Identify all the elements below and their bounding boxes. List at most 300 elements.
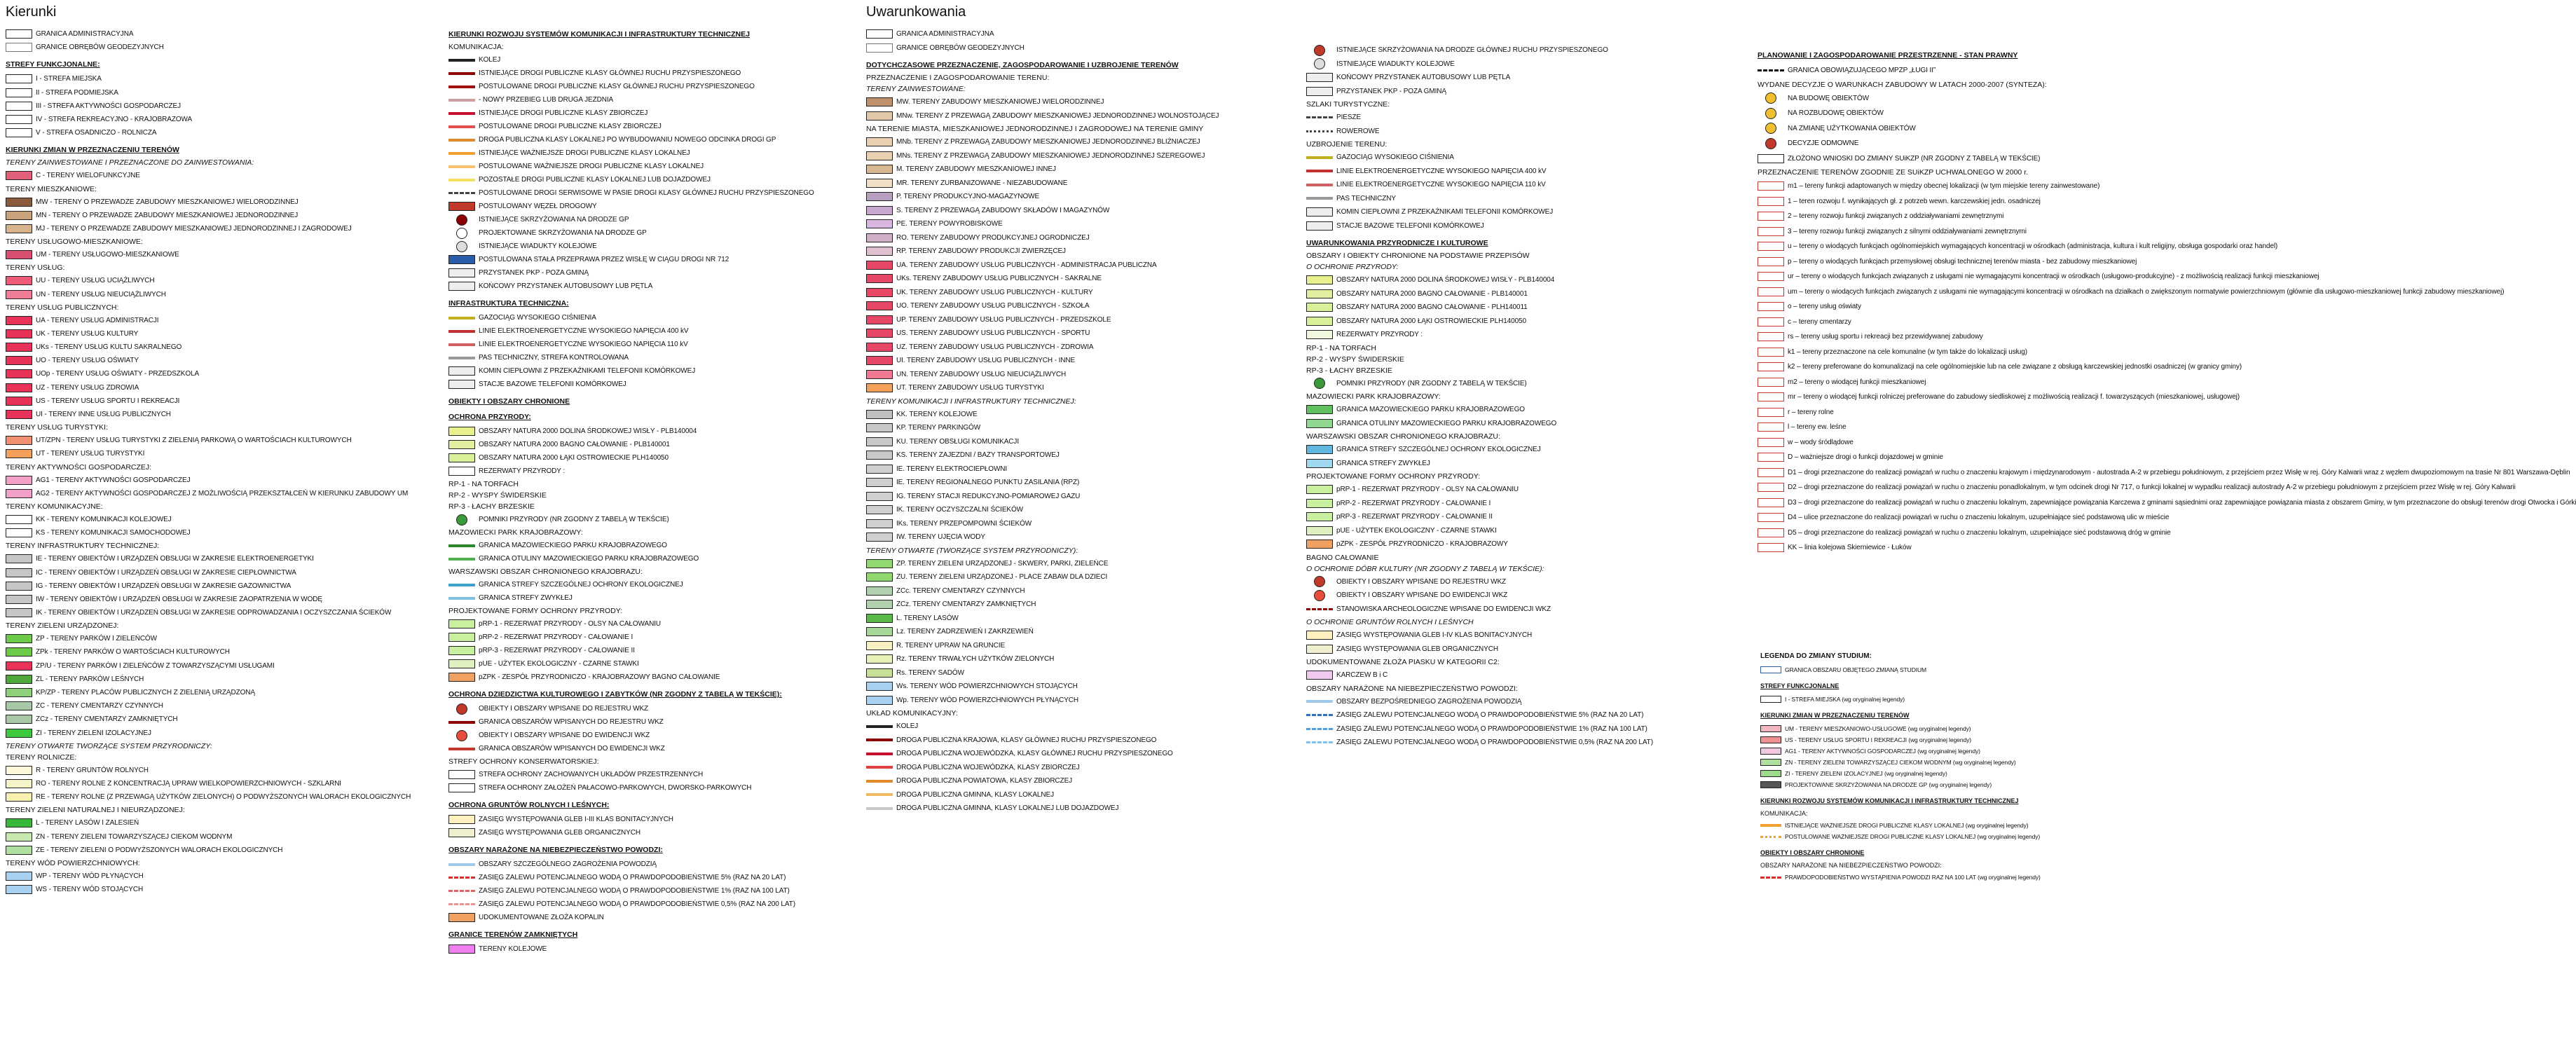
legend-item	[1306, 125, 1727, 139]
legend-label: D4 – ulice przeznaczone do realizacji powiązań w ruchu o znaczeniu lokalnym, uzupełniające sieć podstawową ulic w mieście	[1788, 514, 2170, 522]
legend-label: S. TERENY Z PRZEWAGĄ ZABUDOWY SKŁADÓW I MAGAZYNÓW	[896, 206, 1110, 214]
legend-caption: RP-1 - NA TORFACH	[1306, 343, 1376, 352]
legend-swatch	[1758, 392, 1784, 401]
legend-caption: TERENY USŁUG TURYSTYKI:	[6, 423, 108, 432]
legend-symbol-icon	[456, 514, 467, 525]
section-heading: UWARUNKOWANIA PRZYRODNICZE I KULTUROWE	[1306, 239, 1488, 247]
legend-swatch	[448, 863, 475, 866]
legend-label: IK. TERENY OCZYSZCZALNI ŚCIEKÓW	[896, 506, 1024, 514]
legend-label: PROJEKTOWANE SKRZYŻOWANIA NA DRODZE GP (wg oryginalnej legendy)	[1785, 781, 1992, 788]
legend-swatch	[1758, 468, 1784, 477]
legend-swatch	[6, 582, 32, 591]
legend-swatch	[1306, 608, 1333, 610]
legend-caption: KOMUNIKACJA:	[1760, 810, 1808, 817]
legend-swatch	[1760, 759, 1781, 766]
legend-item	[1306, 643, 1727, 657]
legend-label: ZŁOŻONO WNIOSKI DO ZMIANY SUiKZP (NR ZGODNY Z TABELĄ W TEKŚCIE)	[1788, 154, 2041, 163]
column-title: Uwarunkowania	[866, 4, 966, 20]
legend-swatch	[866, 423, 893, 432]
legend-item	[6, 99, 419, 113]
legend-item	[6, 274, 419, 287]
legend-label: OBIEKTY I OBSZARY WPISANE DO EWIDENCJI WKZ	[479, 731, 650, 739]
legend-item	[1306, 695, 1727, 709]
legend-swatch	[866, 641, 893, 650]
legend-swatch	[866, 151, 893, 160]
legend-label: UKs - TERENY USŁUG KULTU SAKRALNEGO	[36, 343, 182, 352]
legend-item	[866, 95, 1287, 109]
legend-swatch	[1760, 696, 1781, 703]
legend-item	[6, 381, 419, 394]
legend-label: UT/ZPN - TERENY USŁUG TURYSTYKI Z ZIELENIĄ PARKOWĄ O WARTOŚCIACH KULTUROWYCH	[36, 437, 352, 445]
legend-swatch	[6, 885, 32, 894]
legend-label: DROGA PUBLICZNA KLASY LOKALNEJ PO WYBUDOWANIU NOWEGO ODCINKA DROGI GP	[479, 136, 776, 144]
legend-item	[448, 173, 841, 186]
legend-swatch	[1306, 631, 1333, 640]
legend-label: DECYZJE ODMOWNE	[1788, 139, 1859, 148]
legend-swatch	[6, 343, 32, 352]
legend-swatch	[6, 661, 32, 671]
legend-item	[1758, 540, 2318, 556]
legend-item	[1760, 757, 2055, 768]
legend-label: pRP-2 - REZERWAT PRZYRODY - CAŁOWANIE I	[1336, 499, 1491, 507]
legend-label: OBSZARY NATURA 2000 DOLINA ŚRODKOWEJ WISŁY - PLB140004	[479, 427, 697, 435]
legend-swatch	[866, 738, 893, 741]
legend-swatch	[6, 329, 32, 338]
legend-label: KARCZEW B i C	[1336, 671, 1388, 680]
legend-swatch	[866, 492, 893, 501]
legend-label: LINIE ELEKTROENERGETYCZNE WYSOKIEGO NAPIĘCIA 400 kV	[479, 327, 689, 335]
legend-item	[1758, 284, 2505, 300]
legend-caption: WARSZAWSKI OBSZAR CHRONIONEGO KRAJOBRAZU:	[448, 568, 643, 576]
legend-swatch	[448, 59, 475, 62]
legend-label: UZ. TERENY ZABUDOWY USŁUG PUBLICZNYCH - ZDROWIA	[896, 343, 1094, 351]
legend-swatch	[1306, 741, 1333, 743]
legend-item	[866, 245, 1287, 259]
legend-swatch	[1306, 459, 1333, 468]
legend-caption: UDOKUMENTOWANE ZŁOŻA PIASKU W KATEGORII C2:	[1306, 658, 1500, 666]
legend-swatch	[1758, 197, 1784, 206]
legend-swatch	[6, 766, 32, 775]
legend-swatch	[866, 478, 893, 487]
legend-column-kierunki	[6, 0, 419, 896]
legend-item	[448, 226, 841, 240]
legend-item	[1760, 746, 2055, 757]
legend-item	[1306, 165, 1727, 179]
legend-label: UM - TERENY USŁUGOWO-MIESZKANIOWE	[36, 251, 179, 259]
subsection-heading: TERENY OTWARTE (TWORZĄCE SYSTEM PRZYRODNICZY):	[866, 546, 1078, 555]
legend-label: POMNIKI PRZYRODY (NR ZGODNY Z TABELĄ W TEKŚCIE)	[1336, 379, 1527, 387]
legend-swatch	[1758, 483, 1784, 492]
legend-item	[6, 883, 419, 896]
legend-swatch	[1758, 227, 1784, 236]
legend-label: ISTNIEJĄCE SKRZYŻOWANIA NA DRODZE GP	[479, 216, 629, 224]
legend-swatch	[448, 366, 475, 376]
legend-item	[6, 248, 419, 261]
legend-item	[866, 435, 1287, 449]
legend-label: UT - TERENY USŁUG TURYSTYKI	[36, 450, 145, 458]
legend-swatch	[1758, 69, 1784, 71]
legend-swatch	[448, 440, 475, 449]
legend-swatch	[6, 410, 32, 419]
legend-swatch	[448, 877, 475, 879]
legend-swatch	[6, 224, 32, 233]
legend-item	[448, 781, 841, 795]
legend-swatch	[866, 370, 893, 379]
legend-swatch	[6, 369, 32, 378]
legend-item	[448, 80, 841, 93]
legend-item	[448, 513, 841, 526]
legend-item	[448, 200, 841, 213]
legend-symbol-icon	[1314, 590, 1325, 601]
legend-swatch	[6, 171, 32, 180]
legend-label: MN - TERENY O PRZEWADZE ZABUDOWY MIESZKANIOWEJ JEDNORODZINNEJ	[36, 211, 299, 219]
legend-item	[6, 816, 419, 830]
legend-label: UDOKUMENTOWANE ZŁOŻA KOPALIN	[479, 914, 604, 921]
legend-label: IW. TERENY UJĘCIA WODY	[896, 533, 985, 542]
legend-item	[866, 720, 1287, 734]
legend-item	[866, 570, 1287, 584]
column-title: Kierunki	[6, 4, 57, 20]
legend-item	[866, 177, 1287, 191]
legend-item	[6, 169, 419, 182]
legend-swatch	[6, 701, 32, 710]
legend-label: KOMIN CIEPŁOWNI Z PRZEKAŹNIKAMI TELEFONII KOMÓRKOWEJ	[479, 367, 696, 375]
legend-swatch	[866, 654, 893, 664]
legend-item	[866, 354, 1287, 368]
legend-swatch	[448, 770, 475, 779]
legend-label: KP/ZP - TERENY PLACÓW PUBLICZNYCH Z ZIELENIĄ URZĄDZONĄ	[36, 689, 255, 697]
legend-swatch	[1758, 378, 1784, 387]
legend-swatch	[1306, 184, 1333, 186]
legend-item	[1306, 57, 1727, 71]
legend-item	[6, 699, 419, 713]
legend-swatch	[1306, 87, 1333, 96]
legend-swatch	[6, 647, 32, 657]
legend-item	[6, 632, 419, 645]
legend-swatch	[1760, 725, 1781, 732]
legend-label: AG2 - TERENY AKTYWNOŚCI GOSPODARCZEJ Z MOŻLIWOŚCIĄ PRZEKSZTAŁCEŃ W KIERUNKU ZABUDOWY UM	[36, 489, 409, 497]
legend-swatch	[448, 152, 475, 155]
section-heading: KIERUNKI ROZWOJU SYSTEMÓW KOMUNIKACJI I INFRASTRUKTURY TECHNICZNEJ	[1760, 797, 2019, 804]
legend-label: POSTULOWANE WAŻNIEJSZE DROGI PUBLICZNE KLASY LOKALNEJ	[479, 163, 704, 170]
legend-item	[448, 133, 841, 146]
legend-item	[448, 213, 841, 226]
legend-swatch	[448, 357, 475, 359]
legend-caption: PRZEZNACZENIE TERENÓW ZGODNIE ZE SUiKZP UCHWALONEGO W 2000 r.	[1758, 168, 2029, 177]
legend-label: STANOWISKA ARCHEOLOGICZNE WPISANE DO EWIDENCJI WKZ	[1336, 605, 1551, 613]
legend-label: IE - TERENY OBIEKTÓW I URZĄDZEŃ OBSŁUGI W ZAKRESIE ELEKTROENERGETYKI	[36, 555, 314, 563]
legend-label: GRANICE OBRĘBÓW GEODEZYJNYCH	[896, 43, 1025, 52]
legend-item	[1760, 831, 2055, 842]
legend-label: DROGA PUBLICZNA GMINNA, KLASY LOKALNEJ	[896, 790, 1054, 799]
legend-label: OBSZARY NATURA 2000 ŁĄKI OSTROWIECKIE PLH140050	[479, 454, 669, 462]
legend-item	[6, 394, 419, 408]
legend-item	[866, 584, 1287, 598]
legend-label: Rs. TERENY SADÓW	[896, 668, 964, 677]
legend-swatch	[6, 715, 32, 724]
legend-item	[1306, 85, 1727, 99]
legend-item	[1758, 269, 2318, 284]
legend-item	[448, 378, 841, 391]
legend-label: MW. TERENY ZABUDOWY MIESZKANIOWEJ WIELORODZINNEJ	[896, 98, 1104, 107]
legend-swatch	[1306, 116, 1333, 118]
legend-symbol-icon	[1765, 123, 1776, 134]
legend-item	[6, 408, 419, 421]
legend-label: ISTNIEJĄCE WIADUKTY KOLEJOWE	[479, 242, 597, 250]
legend-swatch	[1758, 543, 1784, 552]
legend-swatch	[448, 125, 475, 128]
legend-label: UM - TERENY MIESZKANIOWO-USŁUGOWE (wg oryginalnej legendy)	[1785, 725, 1971, 732]
legend-label: POSTULOWANY WĘZEŁ DROGOWY	[479, 202, 597, 210]
legend-item	[1760, 734, 2055, 746]
legend-label: RE - TERENY ROLNE (Z PRZEWAGĄ UŻYTKÓW ZIELONYCH) O PODWYŻSZONYCH WALORACH EKOLOGICZNYCH	[36, 793, 411, 802]
legend-swatch	[866, 465, 893, 474]
legend-item	[6, 830, 419, 843]
legend-swatch	[1758, 287, 1784, 296]
legend-item	[1758, 239, 2318, 254]
legend-label: RO. TERENY ZABUDOWY PRODUKCYJNEJ OGRODNICZEJ	[896, 233, 1090, 242]
section-heading: INFRASTRUKTURA TECHNICZNA:	[448, 299, 569, 308]
legend-label: ZN - TERENY ZIELENI TOWARZYSZĄCEJ CIEKOM WODNYM	[36, 832, 233, 841]
legend-swatch	[448, 139, 475, 142]
legend-swatch	[1306, 540, 1333, 549]
legend-item	[448, 67, 841, 80]
legend-item	[1758, 151, 2318, 167]
legend-label: US - TERENY USŁUG SPORTU I REKREACJI (wg oryginalnej legendy)	[1785, 736, 1971, 743]
legend-label: KOŃCOWY PRZYSTANEK AUTOBUSOWY LUB PĘTLA	[1336, 74, 1511, 82]
legend-label: ZI - TERENY ZIELENI IZOLACYJNEJ (wg oryginalnej legendy)	[1785, 770, 1947, 777]
legend-symbol-icon	[456, 214, 467, 226]
legend-label: IE. TERENY ELEKTROCIEPŁOWNI	[896, 465, 1008, 473]
legend-column-infrastructure	[448, 24, 841, 956]
legend-swatch	[1306, 405, 1333, 414]
legend-caption: TERENY ZIELENI NATURALNEJ I NIEURZĄDZONEJ:	[6, 806, 185, 815]
legend-swatch	[866, 43, 893, 53]
legend-swatch	[6, 397, 32, 406]
legend-label: ZCz - TERENY CMENTARZY ZAMKNIĘTYCH	[36, 715, 178, 724]
legend-swatch	[6, 608, 32, 617]
legend-label: pUE - UŻYTEK EKOLOGICZNY - CZARNE STAWKI	[479, 660, 639, 668]
legend-label: DROGA PUBLICZNA GMINNA, KLASY LOKALNEJ LUB DOJAZDOWEJ	[896, 804, 1119, 813]
legend-label: ISTNIEJĄCE DROGI PUBLICZNE KLASY ZBIORCZEJ	[479, 109, 648, 117]
legend-caption: BAGNO CAŁOWANIE	[1306, 553, 1379, 562]
legend-item	[6, 341, 419, 354]
legend-label: OBSZARY NATURA 2000 BAGNO CAŁOWANIE - PLB140001	[1336, 289, 1528, 298]
legend-label: 2 – tereny rozwoju funkcji związanych z oddziaływaniami zewnętrznymi	[1788, 212, 2004, 221]
legend-swatch	[1306, 499, 1333, 508]
section-heading: KIERUNKI ZMIAN W PRZEZNACZENIU TERENÓW	[1760, 712, 1910, 719]
legend-label: DROGA PUBLICZNA WOJEWÓDZKA, KLASY GŁÓWNEJ RUCHU PRZYSPIESZONEGO	[896, 750, 1173, 758]
legend-symbol-icon	[1314, 378, 1325, 389]
legend-swatch	[448, 913, 475, 922]
legend-label: POZOSTAŁE DROGI PUBLICZNE KLASY LOKALNEJ LUB DOJAZDOWEJ	[479, 176, 711, 184]
legend-swatch	[448, 646, 475, 655]
legend-symbol-icon	[456, 241, 467, 252]
legend-label: UZ - TERENY USŁUG ZDROWIA	[36, 383, 139, 392]
legend-swatch	[448, 112, 475, 115]
legend-swatch	[6, 554, 32, 563]
legend-symbol-icon	[456, 730, 467, 741]
legend-swatch	[1760, 824, 1781, 827]
legend-label: ZASIĘG ZALEWU POTENCJALNEGO WODĄ O PRAWDOPODOBIEŃSTWIE 0,5% (RAZ NA 200 LAT)	[479, 900, 795, 908]
legend-label: L. TERENY LASÓW	[896, 614, 959, 622]
legend-label: MNb. TERENY Z PRZEWAGĄ ZABUDOWY MIESZKANIOWEJ JEDNORODZINNEJ BLIŹNIACZEJ	[896, 138, 1200, 146]
legend-label: GRANICA STREFY ZWYKŁEJ	[479, 594, 573, 602]
legend-item	[1758, 209, 2318, 224]
section-heading: OCHRONA PRZYRODY:	[448, 413, 531, 421]
legend-label: ZASIĘG ZALEWU POTENCJALNEGO WODĄ O PRAWDOPODOBIEŃSTWIE 1% (RAZ NA 100 LAT)	[1336, 724, 1647, 733]
legend-label: STACJE BAZOWE TELEFONII KOMÓRKOWEJ	[479, 380, 626, 388]
legend-item	[1760, 779, 2055, 790]
legend-swatch	[1760, 877, 1781, 879]
legend-item	[866, 327, 1287, 341]
legend-label: ZP - TERENY PARKÓW I ZIELEŃCÓW	[36, 635, 157, 643]
legend-label: ZASIĘG WYSTĘPOWANIA GLEB ORGANICZNYCH	[479, 829, 640, 837]
legend-label: REZERWATY PRZYRODY :	[479, 467, 566, 475]
legend-label: ZP/U - TERENY PARKÓW I ZIELEŃCÓW Z TOWARZYSZĄCYMI USŁUGAMI	[36, 661, 275, 670]
legend-item	[866, 734, 1287, 748]
legend-label: ZCz. TERENY CMENTARZY ZAMKNIĘTYCH	[896, 600, 1036, 609]
legend-label: PAS TECHNICZNY, STREFA KONTROLOWANA	[479, 354, 629, 362]
legend-item	[1306, 287, 1727, 301]
legend-swatch	[448, 453, 475, 462]
legend-item	[6, 526, 419, 540]
legend-swatch	[1760, 781, 1781, 788]
legend-label: GRANICA OBSZARÓW WPISANYCH DO REJESTRU WKZ	[479, 718, 664, 726]
legend-label: ZL - TERENY PARKÓW LEŚNYCH	[36, 675, 144, 683]
legend-swatch	[1306, 526, 1333, 535]
legend-item	[6, 713, 419, 726]
legend-caption: RP-3 - ŁACHY BRZESKIE	[1306, 366, 1392, 375]
legend-caption: UZBROJENIE TERENU:	[1306, 140, 1388, 149]
legend-label: WS - TERENY WÓD STOJĄCYCH	[36, 886, 144, 894]
legend-item	[866, 204, 1287, 218]
legend-label: POSTULOWANE DROGI PUBLICZNE KLASY GŁÓWNEJ RUCHU PRZYSPIESZONEGO	[479, 83, 755, 90]
legend-swatch	[6, 316, 32, 325]
legend-swatch	[448, 890, 475, 892]
legend-label: II - STREFA PODMIEJSKA	[36, 88, 118, 97]
legend-label: ZASIĘG WYSTĘPOWANIA GLEB I-IV KLAS BONITACYJNYCH	[1336, 631, 1533, 640]
subsection-heading: O OCHRONIE PRZYRODY:	[1306, 263, 1399, 271]
legend-swatch	[1758, 528, 1784, 537]
legend-caption: RP-2 - WYSPY ŚWIDERSKIE	[1306, 355, 1404, 364]
legend-label: ZASIĘG WYSTĘPOWANIA GLEB I-III KLAS BONITACYJNYCH	[479, 816, 673, 823]
legend-label: ISTNIEJĄCE WAŻNIEJSZE DROGI PUBLICZNE KLASY LOKALNEJ	[479, 149, 690, 157]
legend-label: rs – tereny usług sportu i rekreacji bez przewidywanej zabudowy	[1788, 333, 1983, 341]
legend-swatch	[1758, 332, 1784, 341]
legend-label: OBSZARY NATURA 2000 BAGNO CAŁOWANIE - PLH140011	[1336, 303, 1528, 312]
legend-swatch	[6, 436, 32, 445]
legend-label: KOMIN CIEPŁOWNI Z PRZEKAŹNIKAMI TELEFONII KOMÓRKOWEJ	[1336, 208, 1554, 217]
legend-item	[1758, 345, 2318, 360]
legend-item	[1758, 121, 2318, 137]
legend-item	[866, 517, 1287, 531]
legend-item	[6, 727, 419, 740]
legend-label: IV - STREFA REKREACYJNO - KRAJOBRAZOWA	[36, 116, 193, 124]
legend-swatch	[866, 315, 893, 324]
legend-swatch	[448, 633, 475, 642]
legend-item	[448, 338, 841, 351]
legend-item	[866, 163, 1287, 177]
legend-item	[866, 299, 1287, 313]
legend-caption: NA TERENIE MIASTA, MIESZKANIOWEJ JEDNORODZINNEJ I ZAGRODOWEJ NA TERENIE GMINY	[866, 125, 1204, 133]
legend-label: IG - TERENY OBIEKTÓW I URZĄDZEŃ OBSŁUGI W ZAKRESIE GAZOWNICTWA	[36, 582, 292, 590]
legend-item	[866, 408, 1287, 422]
legend-item	[866, 761, 1287, 775]
legend-item	[6, 579, 419, 593]
legend-swatch	[448, 330, 475, 333]
legend-label: ZI - TERENY ZIELENI IZOLACYJNEJ	[36, 729, 151, 737]
legend-swatch	[6, 198, 32, 207]
legend-item	[6, 113, 419, 126]
legend-label: GRANICA ADMINISTRACYJNA	[896, 30, 994, 39]
legend-item	[1758, 359, 2318, 375]
legend-swatch	[6, 792, 32, 802]
legend-label: UA. TERENY ZABUDOWY USŁUG PUBLICZNYCH - ADMINISTRACJA PUBLICZNA	[896, 261, 1157, 269]
legend-label: ZPk - TERENY PARKÓW O WARTOŚCIACH KULTUROWYCH	[36, 648, 230, 657]
legend-label: M. TERENY ZABUDOWY MIESZKANIOWEJ INNEJ	[896, 165, 1056, 174]
legend-swatch	[448, 202, 475, 211]
legend-item	[1306, 205, 1727, 219]
legend-label: TERENY KOLEJOWE	[479, 945, 547, 953]
legend-swatch	[866, 329, 893, 338]
legend-swatch	[1306, 728, 1333, 730]
legend-swatch	[866, 586, 893, 596]
legend-label: k1 – tereny przeznaczone na cele komunalne (w tym także do lokalizacji usług)	[1788, 348, 2027, 356]
legend-item	[6, 41, 419, 54]
legend-swatch	[6, 568, 32, 577]
section-heading: KIERUNKI ZMIAN W PRZEZNACZENIU TERENÓW	[6, 146, 179, 155]
legend-label: POSTULOWANE DROGI SERWISOWE W PASIE DROGI KLASY GŁÓWNEJ RUCHU PRZYSPIESZONEGO	[479, 189, 814, 197]
legend-item	[6, 195, 419, 209]
legend-item	[1306, 524, 1727, 538]
legend-swatch	[1306, 130, 1333, 132]
legend-label: GAZOCIĄG WYSOKIEGO CIŚNIENIA	[1336, 153, 1454, 162]
legend-swatch	[6, 729, 32, 738]
legend-swatch	[866, 288, 893, 297]
legend-item	[448, 858, 841, 871]
legend-item	[448, 120, 841, 133]
legend-swatch	[448, 380, 475, 389]
section-heading: OBIEKTY I OBSZARY CHRONIONE	[448, 397, 570, 406]
legend-item	[448, 768, 841, 781]
legend-item	[866, 652, 1287, 666]
legend-item	[1306, 43, 1727, 57]
legend-caption: TERENY USŁUG:	[6, 263, 65, 273]
legend-swatch	[866, 600, 893, 609]
legend-label: POSTULOWANE WAŻNIEJSZE DROGI PUBLICZNE KLASY LOKALNEJ (wg oryginalnej legendy)	[1785, 833, 2041, 840]
legend-swatch	[866, 807, 893, 810]
legend-item	[448, 266, 841, 280]
legend-label: KOLEJ	[896, 722, 919, 731]
section-heading: OBIEKTY I OBSZARY CHRONIONE	[1760, 849, 1865, 856]
legend-swatch	[6, 276, 32, 285]
legend-swatch	[866, 519, 893, 528]
legend-label: KU. TERENY OBSŁUGI KOMUNIKACJI	[896, 437, 1020, 446]
section-heading: STREFY FUNKCJONALNE:	[6, 60, 100, 69]
legend-item	[1758, 254, 2318, 270]
legend-label: PRZYSTANEK PKP - POZA GMINĄ	[479, 269, 589, 277]
legend-label: KP. TERENY PARKINGÓW	[896, 424, 981, 432]
legend-caption: WYDANE DECYZJE O WARUNKACH ZABUDOWY W LATACH 2000-2007 (SYNTEZA):	[1758, 80, 2047, 89]
legend-swatch	[1760, 836, 1781, 838]
legend-item	[6, 72, 419, 85]
legend-label: PRAWDOPODOBIEŃSTWO WYSTĄPIENIA POWODZI RAZ NA 100 LAT (wg oryginalnej legendy)	[1785, 874, 2041, 881]
legend-label: OBSZARY BEZPOŚREDNIEGO ZAGROŻENIA POWODZIĄ	[1336, 697, 1522, 706]
legend-swatch	[6, 688, 32, 697]
legend-item	[6, 645, 419, 659]
legend-label: IK - TERENY OBIEKTÓW I URZĄDZEŃ OBSŁUGI W ZAKRESIE ODPROWADZANIA I OCZYSZCZANIA ŚCIEKÓW	[36, 609, 392, 617]
